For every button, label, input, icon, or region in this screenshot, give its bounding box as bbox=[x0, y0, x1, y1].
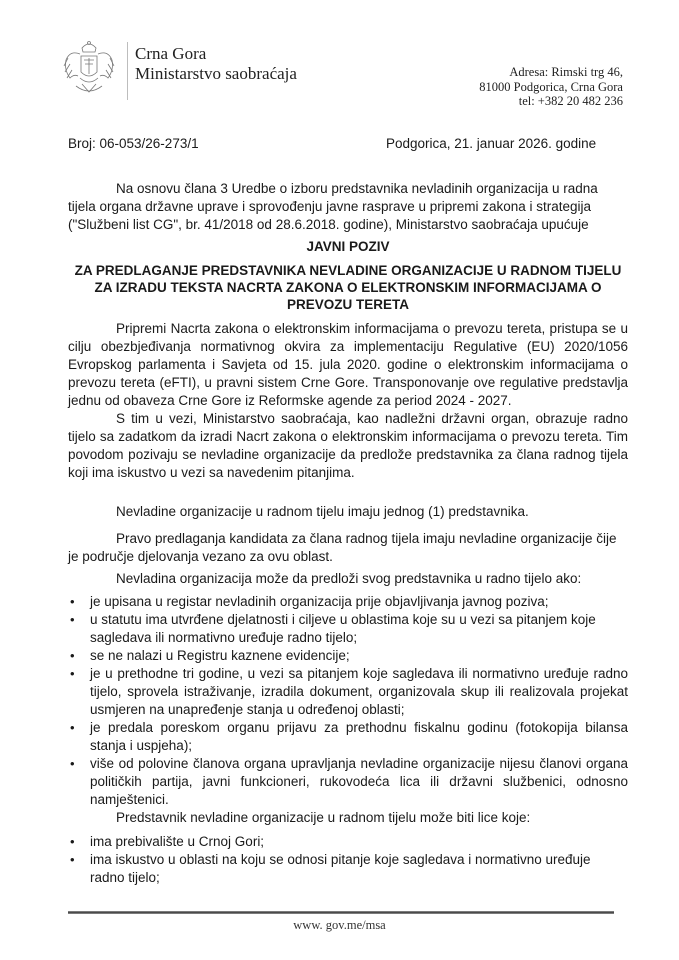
paragraph-representative-count bbox=[68, 503, 628, 521]
paragraph-working-body bbox=[68, 410, 628, 482]
representative-conditions-list bbox=[68, 833, 628, 887]
list-item: • više od polovine članova organa upravljanja nevladine organizacije nijesu članovi organa političkih partija, javni funkcioneri, rukovodeća lica ili državni službenici, odnosno namještenici. bbox=[68, 755, 628, 809]
ministry-name: Ministarstvo saobraćaja bbox=[135, 64, 297, 83]
subtitle-line: PREVOZU TERETA bbox=[286, 297, 409, 312]
list-item: • se ne nalazi u Registru kaznene evidencije; bbox=[68, 647, 628, 665]
document-subtitle bbox=[68, 262, 628, 313]
paragraph: Predstavnik nevladine organizacije u radnom tijelu može biti lice koje: bbox=[116, 810, 531, 825]
country-name: Crna Gora bbox=[135, 44, 207, 63]
list-item: • je predala poreskom organu prijavu za prethodnu fiskalnu godinu (fotokopija bilansa stanja i uspjeha); bbox=[68, 719, 628, 755]
list-item: • je upisana u registar nevladinih organizacija prije objavljivanja javnog poziva; bbox=[68, 593, 628, 611]
coat-of-arms-icon bbox=[60, 38, 118, 98]
footer-website: www. gov.me/msa bbox=[293, 918, 386, 932]
list-item: • u statutu ima utvrđene djelatnosti i ciljeve u oblastima koje su u vezi sa pitanjem koje sagledava ili normativno uređuje radno tijelo; bbox=[68, 611, 628, 647]
document-date: Podgorica, 21. januar 2026. godine bbox=[386, 136, 597, 151]
header-divider bbox=[127, 42, 128, 100]
list-item: • je u prethodne tri godine, u vezi sa pitanjem koje sagledava ili normativno uređuje radno tijelo, sprovela istraživanje, izradila dokument, organizovala skup ili realizovala projekat usmjeren na unapređenje stanja u određenoj oblasti; bbox=[68, 665, 628, 719]
list-item: • ima prebivalište u Crnoj Gori; bbox=[68, 833, 628, 851]
paragraph: Pravo predlaganja kandidata za člana radnog tijela imaju nevladine organizacije čije je područje djelovanja vezano za ovu oblast. bbox=[68, 531, 617, 564]
address-line: Adresa: Rimski trg 46, bbox=[509, 65, 623, 79]
footer-rule bbox=[68, 911, 614, 914]
representative-intro bbox=[68, 809, 628, 827]
list-item: • ima iskustvo u oblasti na koju se odnosi pitanje koje sagledava i normativno uređuje radno tijelo; bbox=[68, 851, 628, 887]
paragraph: S tim u vezi, Ministarstvo saobraćaja, kao nadležni državni organ, obrazuje radno tijelo sa zadatkom da izradi Nacrt zakona o elektronskim informacijama o prevozu tereta. Tim povodom pozivaju se nevladine organizacije da predlože predstavnika za člana radnog tijela koji ima iskustvo u vezi sa navedenim pitanjima. bbox=[68, 411, 628, 480]
paragraph: Nevladine organizacije u radnom tijelu imaju jednog (1) predstavnika. bbox=[116, 504, 529, 519]
paragraph-context bbox=[68, 320, 628, 410]
institution-name bbox=[135, 44, 297, 84]
subtitle-line: ZA IZRADU TEKSTA NACRTA ZAKONA O ELEKTRONSKIM INFORMACIJAMA O bbox=[94, 280, 602, 295]
document-title: JAVNI POZIV bbox=[306, 239, 390, 254]
paragraph: Nevladina organizacija može da predloži svog predstavnika u radno tijelo ako: bbox=[116, 571, 582, 586]
phone-line: tel: +382 20 482 236 bbox=[518, 94, 623, 108]
paragraph: Pripremi Nacrta zakona o elektronskim informacijama o prevozu tereta, pristupa se u cilju obezbjeđivanja normativnog okvira za implementaciju Regulative (EU) 2020/1056 Evropskog parlamenta i Savjeta od 15. jula 2020. godine o elektronskim informacijama o prevozu tereta (eFTI), u pravni sistem Crne Gore. Transponovanje ove regulative predstavlja jednu od obaveza Crne Gore iz Reformske agende za period 2024 - 2027. bbox=[68, 321, 628, 408]
paragraph-ngo-conditions-intro bbox=[68, 570, 628, 588]
reference-number: Broj: 06-053/26-273/1 bbox=[68, 136, 199, 151]
address-line: 81000 Podgorica, Crna Gora bbox=[479, 79, 623, 94]
intro-block bbox=[68, 180, 628, 234]
intro-paragraph: Na osnovu člana 3 Uredbe o izboru predstavnika nevladinih organizacija u radna tijela organa državne uprave i sprovođenju javne rasprave u pripremi zakona i strategija ("Službeni list CG", br. 41/2018 od 28.6.2018. godine), Ministarstvo saobraćaja upućuje bbox=[68, 181, 598, 232]
address-block bbox=[479, 65, 623, 109]
subtitle-line: ZA PREDLAGANJE PREDSTAVNIKA NEVLADINE ORGANIZACIJE U RADNOM TIJELU bbox=[74, 263, 622, 278]
ngo-conditions-list bbox=[68, 593, 628, 809]
paragraph-nomination-right bbox=[68, 530, 628, 566]
